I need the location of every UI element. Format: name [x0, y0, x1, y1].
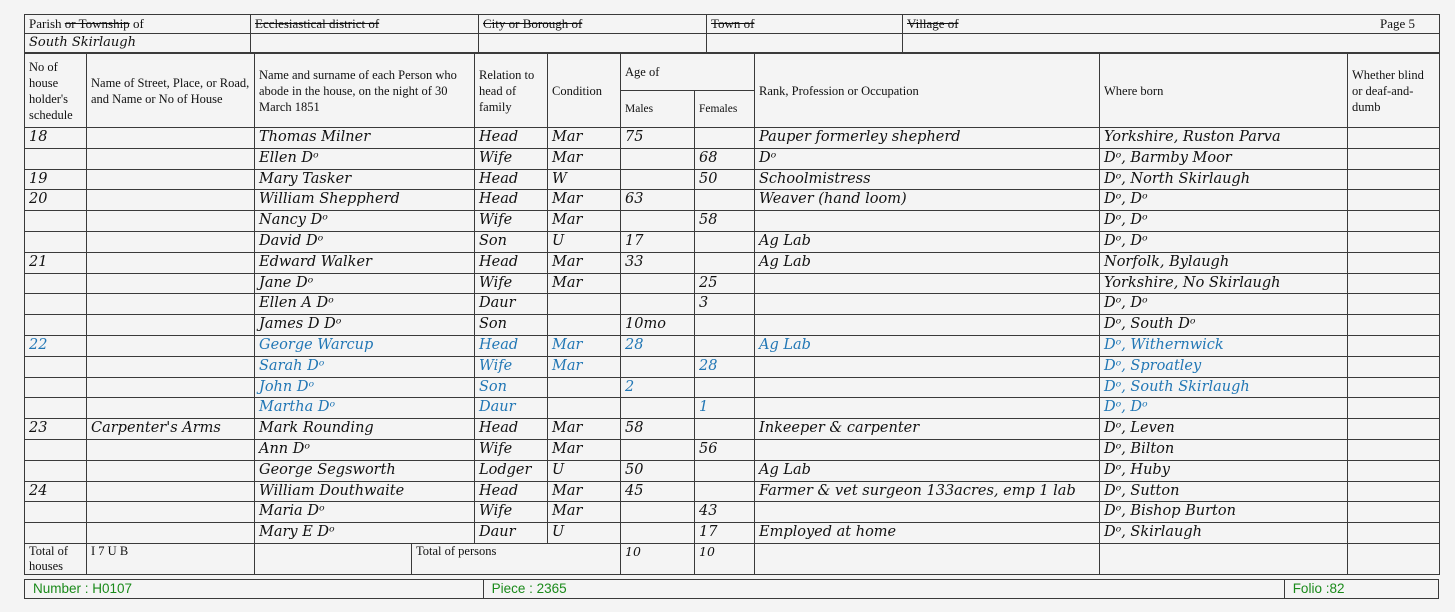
blind-cell [1348, 128, 1440, 149]
relation-cell: Wife [475, 148, 548, 169]
relation-cell: Daur [475, 398, 548, 419]
name-cell: David Dᵒ [255, 231, 475, 252]
table-row [25, 294, 1440, 315]
females-cell: 58 [695, 211, 755, 232]
occupation-cell [755, 439, 1100, 460]
occupation-cell: Employed at home [755, 523, 1100, 544]
relation-cell: Lodger [475, 460, 548, 481]
census-rows [25, 128, 1440, 544]
blind-cell [1348, 169, 1440, 190]
name-cell: Mary Tasker [255, 169, 475, 190]
condition-cell: U [548, 523, 621, 544]
occupation-cell [755, 211, 1100, 232]
females-cell: 68 [695, 148, 755, 169]
table-row [25, 169, 1440, 190]
condition-cell [548, 294, 621, 315]
relation-cell: Wife [475, 356, 548, 377]
schedule-cell [25, 231, 87, 252]
street-cell [87, 169, 255, 190]
occupation-cell: Inkeeper & carpenter [755, 419, 1100, 440]
condition-cell: Mar [548, 211, 621, 232]
blind-cell [1348, 190, 1440, 211]
birthplace-cell: Dᵒ, Dᵒ [1100, 231, 1348, 252]
street-cell [87, 356, 255, 377]
blind-cell [1348, 231, 1440, 252]
name-cell: Nancy Dᵒ [255, 211, 475, 232]
schedule-cell [25, 502, 87, 523]
street-cell [87, 294, 255, 315]
col-rank: Rank, Profession or Occupation [755, 54, 1100, 128]
males-cell: 45 [621, 481, 695, 502]
birthplace-cell: Dᵒ, South Dᵒ [1100, 315, 1348, 336]
condition-cell: Mar [548, 252, 621, 273]
birthplace-cell: Dᵒ, Sproatley [1100, 356, 1348, 377]
schedule-cell [25, 460, 87, 481]
males-cell: 50 [621, 460, 695, 481]
blind-cell [1348, 398, 1440, 419]
occupation-cell [755, 294, 1100, 315]
table-row [25, 523, 1440, 544]
females-cell: 43 [695, 502, 755, 523]
relation-cell: Wife [475, 273, 548, 294]
total-persons-label: Total of persons [416, 543, 497, 558]
col-street: Name of Street, Place, or Road, and Name or No of House [87, 54, 255, 128]
street-cell [87, 211, 255, 232]
street-cell: Carpenter's Arms [87, 419, 255, 440]
females-cell [695, 231, 755, 252]
occupation-cell: Ag Lab [755, 231, 1100, 252]
total-rank-blank [755, 543, 1100, 574]
condition-cell: Mar [548, 356, 621, 377]
males-cell [621, 273, 695, 294]
total-males: 10 [621, 543, 695, 574]
condition-cell: U [548, 460, 621, 481]
table-row [25, 439, 1440, 460]
relation-cell: Head [475, 335, 548, 356]
table-row [25, 481, 1440, 502]
street-cell [87, 315, 255, 336]
females-cell: 25 [695, 273, 755, 294]
table-row [25, 148, 1440, 169]
name-cell: James D Dᵒ [255, 315, 475, 336]
males-cell: 17 [621, 231, 695, 252]
of-label: of [132, 16, 144, 31]
page-label: Page 5 [1379, 16, 1415, 31]
females-cell [695, 460, 755, 481]
street-cell [87, 398, 255, 419]
table-row [25, 231, 1440, 252]
table-row [25, 273, 1440, 294]
schedule-cell: 20 [25, 190, 87, 211]
blind-cell [1348, 148, 1440, 169]
condition-cell: Mar [548, 148, 621, 169]
occupation-cell [755, 377, 1100, 398]
females-cell: 1 [695, 398, 755, 419]
relation-cell: Head [475, 419, 548, 440]
condition-cell: Mar [548, 502, 621, 523]
name-cell: Ann Dᵒ [255, 439, 475, 460]
name-cell: Mary E Dᵒ [255, 523, 475, 544]
street-cell [87, 377, 255, 398]
occupation-cell: Pauper formerley shepherd [755, 128, 1100, 149]
occupation-cell [755, 356, 1100, 377]
name-cell: Martha Dᵒ [255, 398, 475, 419]
condition-cell: Mar [548, 273, 621, 294]
table-row [25, 211, 1440, 232]
street-cell [87, 460, 255, 481]
birthplace-cell: Dᵒ, Bishop Burton [1100, 502, 1348, 523]
name-cell: Maria Dᵒ [255, 502, 475, 523]
condition-cell: Mar [548, 128, 621, 149]
name-cell: Mark Rounding [255, 419, 475, 440]
town-value [707, 34, 903, 53]
header-labels-row [25, 15, 1440, 34]
schedule-cell: 23 [25, 419, 87, 440]
blind-cell [1348, 377, 1440, 398]
females-cell [695, 252, 755, 273]
birthplace-cell: Dᵒ, Barmby Moor [1100, 148, 1348, 169]
birthplace-cell: Dᵒ, Withernwick [1100, 335, 1348, 356]
birthplace-cell: Dᵒ, Leven [1100, 419, 1348, 440]
street-cell [87, 148, 255, 169]
blind-cell [1348, 273, 1440, 294]
total-females: 10 [695, 543, 755, 574]
table-row [25, 252, 1440, 273]
blind-cell [1348, 211, 1440, 232]
schedule-cell: 24 [25, 481, 87, 502]
females-cell: 56 [695, 439, 755, 460]
schedule-cell [25, 315, 87, 336]
males-cell [621, 211, 695, 232]
condition-cell: W [548, 169, 621, 190]
col-relation: Relation to head of family [475, 54, 548, 128]
males-cell [621, 523, 695, 544]
parish-value: South Skirlaugh [25, 34, 251, 53]
name-cell: Sarah Dᵒ [255, 356, 475, 377]
blind-cell [1348, 481, 1440, 502]
condition-cell: Mar [548, 190, 621, 211]
township-label: or Township [64, 16, 130, 31]
occupation-cell: Ag Lab [755, 335, 1100, 356]
relation-cell: Head [475, 190, 548, 211]
footer-bar [24, 579, 1439, 599]
females-cell [695, 377, 755, 398]
males-cell: 63 [621, 190, 695, 211]
birthplace-cell: Dᵒ, Dᵒ [1100, 398, 1348, 419]
blind-cell [1348, 315, 1440, 336]
females-cell [695, 335, 755, 356]
schedule-cell: 22 [25, 335, 87, 356]
table-row [25, 128, 1440, 149]
census-header-table [24, 14, 1440, 53]
name-cell: Edward Walker [255, 252, 475, 273]
column-headers-row [25, 54, 1440, 91]
relation-cell: Daur [475, 523, 548, 544]
schedule-cell [25, 273, 87, 294]
males-cell [621, 439, 695, 460]
ecclesiastical-value [251, 34, 479, 53]
condition-cell: Mar [548, 481, 621, 502]
street-cell [87, 128, 255, 149]
total-blank [255, 544, 412, 574]
col-born: Where born [1100, 54, 1348, 128]
birthplace-cell: Dᵒ, Huby [1100, 460, 1348, 481]
occupation-cell: Schoolmistress [755, 169, 1100, 190]
total-persons-split [255, 544, 620, 574]
schedule-cell [25, 148, 87, 169]
condition-cell [548, 315, 621, 336]
name-cell: William Douthwaite [255, 481, 475, 502]
name-cell: George Segsworth [255, 460, 475, 481]
males-cell: 2 [621, 377, 695, 398]
total-persons-cell [255, 543, 621, 574]
females-cell [695, 481, 755, 502]
footer-folio: Folio :82 [1284, 580, 1438, 599]
town-label: Town of [707, 15, 903, 34]
ecclesiastical-label: Ecclesiastical district of [251, 15, 479, 34]
males-cell: 33 [621, 252, 695, 273]
name-cell: William Sheppherd [255, 190, 475, 211]
females-cell: 28 [695, 356, 755, 377]
col-name: Name and surname of each Person who abode in the house, on the night of 30 March 1851 [255, 54, 475, 128]
condition-cell: Mar [548, 439, 621, 460]
schedule-cell [25, 211, 87, 232]
females-cell [695, 315, 755, 336]
occupation-cell [755, 315, 1100, 336]
relation-cell: Head [475, 128, 548, 149]
name-cell: Ellen A Dᵒ [255, 294, 475, 315]
name-cell: Ellen Dᵒ [255, 148, 475, 169]
total-houses-value: I 7 U B [87, 543, 255, 574]
street-cell [87, 502, 255, 523]
name-cell: George Warcup [255, 335, 475, 356]
col-females: Females [695, 91, 755, 128]
relation-cell: Head [475, 169, 548, 190]
relation-cell: Son [475, 231, 548, 252]
street-cell [87, 190, 255, 211]
birthplace-cell: Yorkshire, Ruston Parva [1100, 128, 1348, 149]
city-value [479, 34, 707, 53]
occupation-cell [755, 273, 1100, 294]
blind-cell [1348, 502, 1440, 523]
footer-number: Number : H0107 [25, 580, 484, 599]
street-cell [87, 231, 255, 252]
birthplace-cell: Dᵒ, Dᵒ [1100, 211, 1348, 232]
males-cell [621, 294, 695, 315]
schedule-cell [25, 523, 87, 544]
col-males: Males [621, 91, 695, 128]
occupation-cell: Weaver (hand loom) [755, 190, 1100, 211]
occupation-cell: Dᵒ [755, 148, 1100, 169]
total-born-blank [1100, 543, 1348, 574]
table-row [25, 460, 1440, 481]
village-label: Village of [907, 16, 959, 31]
occupation-cell: Ag Lab [755, 252, 1100, 273]
street-cell [87, 481, 255, 502]
table-row [25, 419, 1440, 440]
schedule-cell [25, 356, 87, 377]
males-cell: 10mo [621, 315, 695, 336]
condition-cell: U [548, 231, 621, 252]
table-row [25, 502, 1440, 523]
blind-cell [1348, 356, 1440, 377]
schedule-cell: 19 [25, 169, 87, 190]
females-cell: 3 [695, 294, 755, 315]
relation-cell: Wife [475, 211, 548, 232]
blind-cell [1348, 335, 1440, 356]
males-cell [621, 356, 695, 377]
males-cell [621, 148, 695, 169]
occupation-cell [755, 502, 1100, 523]
blind-cell [1348, 460, 1440, 481]
males-cell [621, 169, 695, 190]
footer-piece: Piece : 2365 [483, 580, 1284, 599]
schedule-cell [25, 398, 87, 419]
occupation-cell [755, 398, 1100, 419]
village-cell [903, 15, 1440, 34]
name-cell: John Dᵒ [255, 377, 475, 398]
census-sheet [24, 14, 1439, 575]
females-cell [695, 128, 755, 149]
census-table [24, 53, 1440, 575]
blind-cell [1348, 419, 1440, 440]
males-cell [621, 502, 695, 523]
blind-cell [1348, 439, 1440, 460]
relation-cell: Wife [475, 502, 548, 523]
relation-cell: Daur [475, 294, 548, 315]
relation-cell: Son [475, 377, 548, 398]
street-cell [87, 523, 255, 544]
birthplace-cell: Dᵒ, Bilton [1100, 439, 1348, 460]
parish-label: Parish [29, 16, 62, 31]
schedule-cell: 21 [25, 252, 87, 273]
city-label: City or Borough of [479, 15, 707, 34]
street-cell [87, 335, 255, 356]
condition-cell: Mar [548, 335, 621, 356]
table-row [25, 335, 1440, 356]
occupation-cell: Ag Lab [755, 460, 1100, 481]
blind-cell [1348, 523, 1440, 544]
header-values-row [25, 34, 1440, 53]
street-cell [87, 439, 255, 460]
birthplace-cell: Norfolk, Bylaugh [1100, 252, 1348, 273]
blind-cell [1348, 252, 1440, 273]
males-cell: 28 [621, 335, 695, 356]
males-cell: 58 [621, 419, 695, 440]
village-value [903, 34, 1440, 53]
relation-cell: Wife [475, 439, 548, 460]
birthplace-cell: Dᵒ, Dᵒ [1100, 294, 1348, 315]
col-blind: Whether blind or deaf-and-dumb [1348, 54, 1440, 128]
totals-row [25, 543, 1440, 574]
table-row [25, 398, 1440, 419]
females-cell [695, 190, 755, 211]
col-condition: Condition [548, 54, 621, 128]
birthplace-cell: Dᵒ, Skirlaugh [1100, 523, 1348, 544]
name-cell: Jane Dᵒ [255, 273, 475, 294]
table-row [25, 190, 1440, 211]
condition-cell [548, 398, 621, 419]
street-cell [87, 252, 255, 273]
birthplace-cell: Yorkshire, No Skirlaugh [1100, 273, 1348, 294]
birthplace-cell: Dᵒ, Dᵒ [1100, 190, 1348, 211]
total-houses-label: Total of houses [25, 543, 87, 574]
schedule-cell: 18 [25, 128, 87, 149]
table-row [25, 315, 1440, 336]
relation-cell: Head [475, 481, 548, 502]
schedule-cell [25, 294, 87, 315]
males-cell [621, 398, 695, 419]
blind-cell [1348, 294, 1440, 315]
schedule-cell [25, 439, 87, 460]
females-cell [695, 419, 755, 440]
occupation-cell: Farmer & vet surgeon 133acres, emp 1 lab [755, 481, 1100, 502]
street-cell [87, 273, 255, 294]
condition-cell [548, 377, 621, 398]
table-row [25, 377, 1440, 398]
birthplace-cell: Dᵒ, North Skirlaugh [1100, 169, 1348, 190]
birthplace-cell: Dᵒ, Sutton [1100, 481, 1348, 502]
condition-cell: Mar [548, 419, 621, 440]
females-cell: 17 [695, 523, 755, 544]
schedule-cell [25, 377, 87, 398]
males-cell: 75 [621, 128, 695, 149]
table-row [25, 356, 1440, 377]
total-blind-blank [1348, 543, 1440, 574]
name-cell: Thomas Milner [255, 128, 475, 149]
relation-cell: Son [475, 315, 548, 336]
col-schedule: No of house holder's schedule [25, 54, 87, 128]
birthplace-cell: Dᵒ, South Skirlaugh [1100, 377, 1348, 398]
parish-label-cell [25, 15, 251, 34]
relation-cell: Head [475, 252, 548, 273]
col-age: Age of [621, 54, 755, 91]
females-cell: 50 [695, 169, 755, 190]
